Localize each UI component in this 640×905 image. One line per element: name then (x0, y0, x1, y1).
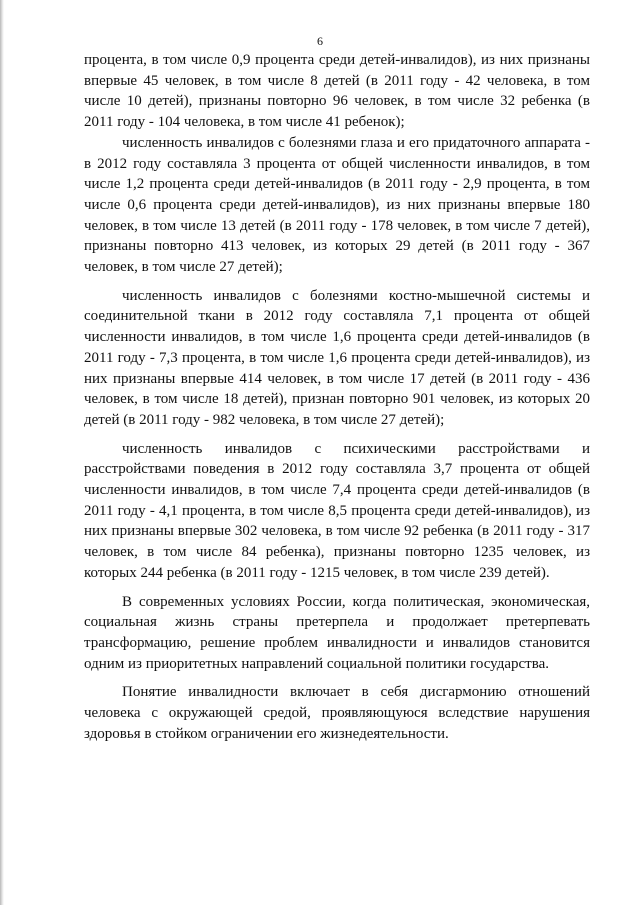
paragraph-eye-diseases: численность инвалидов с болезнями глаза и его придаточного аппарата - в 2012 году составляла 3 процента от общей численности инвалидов, в том числе 1,2 процента среди детей-инвалидов (в 2011 году - 2,9 процента, в том числе 0,6 процента среди детей-инвалидов), из них признаны впервые 180 человек, в том числе 13 детей (в 2011 году - 178 человек, в том числе 7 детей), признаны повторно 413 человек, из которых 29 детей (в 2011 году - 367 человек, в том числе 27 детей); (84, 134, 590, 276)
paragraph-modern-conditions: В современных условиях России, когда политическая, экономическая, социальная жизнь страны претерпела и продолжает претерпевать трансформацию, решение проблем инвалидности и инвалидов становится одним из приоритетных направлений социальной политики государства. (84, 593, 590, 672)
scan-edge-shadow (0, 0, 4, 905)
page-number: 6 (317, 34, 323, 48)
paragraph-continuation: процента, в том числе 0,9 процента среди детей-инвалидов), из них признаны впервые 45 человек, в том числе 8 детей (в 2011 году - 42 человека, в том числе 10 детей), признаны повторно 96 человек, в том числе 32 ребенка (в 2011 году - 104 человека, в том числе 41 ребенок); (84, 52, 590, 131)
paragraph-mental-disorders: численность инвалидов с психическими расстройствами и расстройствами поведения в 2012 году составляла 3,7 процента от общей численности инвалидов, в том числе 7,4 процента среди детей-инвалидов (в 2011 году - 4,1 процента, в том числе 8,5 процента среди детей-инвалидов), из них признаны впервые 302 человека, в том числе 92 ребенка (в 2011 году - 317 человек, в том числе 84 ребенка), признаны повторно 1235 человек, из которых 244 ребенка (в 2011 году - 1215 человек, в том числе 239 детей). (84, 440, 590, 581)
document-body (84, 50, 590, 745)
paragraph-musculoskeletal: численность инвалидов с болезнями костно-мышечной системы и соединительной ткани в 2012 году составляла 7,1 процента от общей численности инвалидов, в том числе 1,6 процента среди детей-инвалидов (в 2011 году - 7,3 процента, в том числе 1,6 процента среди детей-инвалидов), из них признаны впервые 414 человек, в том числе 17 детей (в 2011 году - 436 человек, в том числе 18 детей), признан повторно 901 человек, из которых 20 детей (в 2011 году - 982 человека, в том числе 27 детей); (84, 287, 590, 428)
paragraph-disability-concept: Понятие инвалидности включает в себя дисгармонию отношений человека с окружающей средой, проявляющуюся вследствие нарушения здоровья в стойком ограничении его жизнедеятельности. (84, 684, 590, 742)
